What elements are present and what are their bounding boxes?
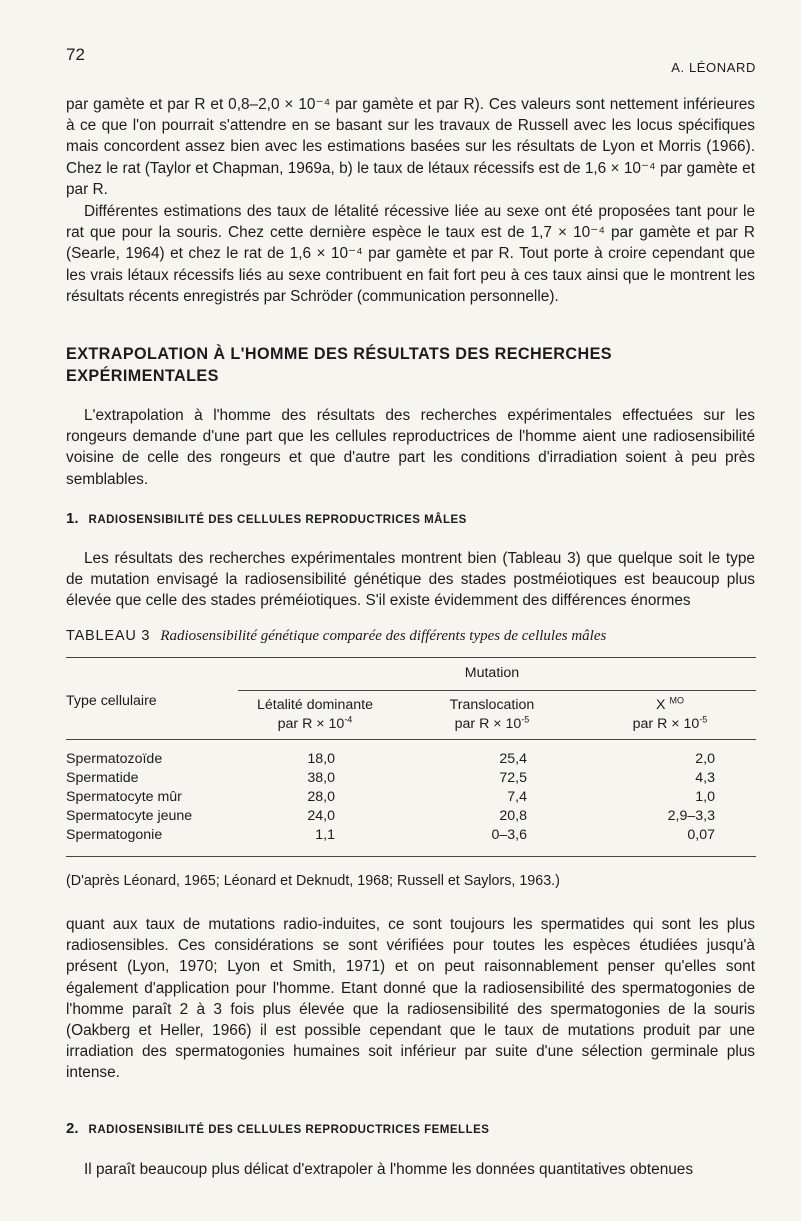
- mutation-group-header: Mutation: [464, 665, 520, 681]
- cell-value: 38,0: [307, 770, 335, 786]
- subheading-2: [66, 1120, 755, 1137]
- paragraph-4: Les résultats des recherches expérimentales montrent bien (Tableau 3) que quelque soit le type de mutation envisagé la radiosensibilité génétique des stades postméiotiques est beaucoup plus élevée que celle des stades préméiotiques. S'il existe évidemment des différences énormes: [66, 550, 755, 610]
- subheading-2-number: 2.: [66, 1120, 79, 1137]
- paragraph-5: quant aux taux de mutations radio-induites, ce sont toujours les spermatides qui sont les plus radiosensibles. Ces considérations se sont vérifiées pour toutes les espèces étudiées jusqu'à présent (Lyon, 1970; Lyon et Smith, 1971) et on peut raisonnablement penser qu'elles sont également d'application pour l'homme. Etant donné que la radiosensibilité des spermatogonies de l'homme paraît 2 à 3 fois plus élevée que la radiosensibilité des spermatogonies de la souris (Oakberg et Heller, 1966) il est possible cependant que le taux de mutations produit par une irradiation des spermatogonies humaines soit inférieur par suite d'une sélection germinale plus intense.: [66, 916, 755, 1082]
- row-label: Spermatocyte mûr: [66, 789, 182, 805]
- page-number: 72: [66, 45, 85, 64]
- section-heading: EXTRAPOLATION À L'HOMME DES RÉSULTATS DES RECHERCHES EXPÉRIMENTALES: [66, 345, 612, 385]
- row-header: Type cellulaire: [66, 693, 157, 709]
- col-unit-xmo: par $R \times 10^{-5}$: [632, 714, 708, 732]
- row-label: Spermatocyte jeune: [66, 808, 193, 824]
- cell-value: 1,1: [315, 827, 335, 843]
- cell-value: 25,4: [499, 751, 527, 767]
- header-bottom-rule: [66, 739, 756, 740]
- cell-value: 7,4: [507, 789, 527, 805]
- paragraph-2: Différentes estimations des taux de létalité récessive liée au sexe ont été proposées tant pour le rat que pour la souris. Chez cette dernière espèce le taux est de 1,7 × 10⁻⁴ par gamète et par R (Searle, 1964) et chez le rat de 1,6 × 10⁻⁴ par gamète et par R. Tout porte à croire cependant que les vrais létaux récessifs liés au sexe contribuent en fait fort peu à ces taux ainsi que le montrent les résultats récents enregistrés par Schröder (communication personnelle).: [66, 203, 755, 305]
- cell-value: 2,9–3,3: [667, 808, 715, 824]
- col-header-translocation: Translocation: [449, 697, 535, 713]
- paragraph-6: Il paraît beaucoup plus délicat d'extrapoler à l'homme les données quantitatives obtenues: [84, 1161, 694, 1178]
- col-unit-translocation: par $R \times 10^{-5}$: [454, 714, 530, 732]
- group-header-rule: [238, 690, 756, 691]
- row-label: Spermatogonie: [66, 827, 163, 843]
- col-header-letalite: Létalité dominante: [257, 697, 373, 713]
- subheading-1-number: 1.: [66, 510, 79, 527]
- table-source: (D'après Léonard, 1965; Léonard et Deknudt, 1968; Russell et Saylors, 1963.): [66, 873, 560, 889]
- table-label: TABLEAU 3: [66, 628, 151, 644]
- cell-value: 0,07: [687, 827, 715, 843]
- cell-value: 24,0: [307, 808, 335, 824]
- col-unit-letalite: par $R \times 10^{-4}$: [277, 714, 353, 732]
- running-head: A. LÉONARD: [671, 60, 756, 75]
- cell-value: 0–3,6: [491, 827, 527, 843]
- subheading-1-text: RADIOSENSIBILITÉ DES CELLULES REPRODUCTRICES MÂLES: [88, 514, 467, 526]
- cell-value: 2,0: [695, 751, 715, 767]
- paragraph-1: par gamète et par R et 0,8–2,0 × 10⁻⁴ par gamète et par R). Ces valeurs sont nettement inférieures à ce que l'on pourrait s'attendre en se basant sur les travaux de Russell avec les locus spécifiques mais concordent assez bien avec les estimations basées sur les résultats de Lyon et Morris (1966). Chez le rat (Taylor et Chapman, 1969a, b) le taux de létaux récessifs est de 1,6 × 10⁻⁴ par gamète et par R.: [66, 96, 755, 198]
- cell-value: 18,0: [307, 751, 335, 767]
- cell-value: 1,0: [695, 789, 715, 805]
- cell-value: 28,0: [307, 789, 335, 805]
- col-header-xmo: X $^{MO}$: [656, 695, 684, 713]
- row-label: Spermatozoïde: [66, 751, 163, 767]
- table-top-rule: [66, 657, 756, 658]
- paragraph-3: L'extrapolation à l'homme des résultats des recherches expérimentales effectuées sur les rongeurs demande d'une part que les cellules reproductrices de l'homme aient une radiosensibilité voisine de celle des rongeurs et que d'autre part les conditions d'irradiation soient à peu près semblables.: [66, 407, 755, 488]
- subheading-2-text: RADIOSENSIBILITÉ DES CELLULES REPRODUCTRICES FEMELLES: [88, 1124, 490, 1136]
- row-label: Spermatide: [66, 770, 139, 786]
- subheading-1: [66, 510, 755, 527]
- cell-value: 20,8: [499, 808, 527, 824]
- table-caption: [66, 628, 606, 645]
- table-bottom-rule: [66, 856, 756, 857]
- table-title: Radiosensibilité génétique comparée des différents types de cellules mâles: [160, 628, 607, 644]
- cell-value: 72,5: [499, 770, 527, 786]
- cell-value: 4,3: [695, 770, 715, 786]
